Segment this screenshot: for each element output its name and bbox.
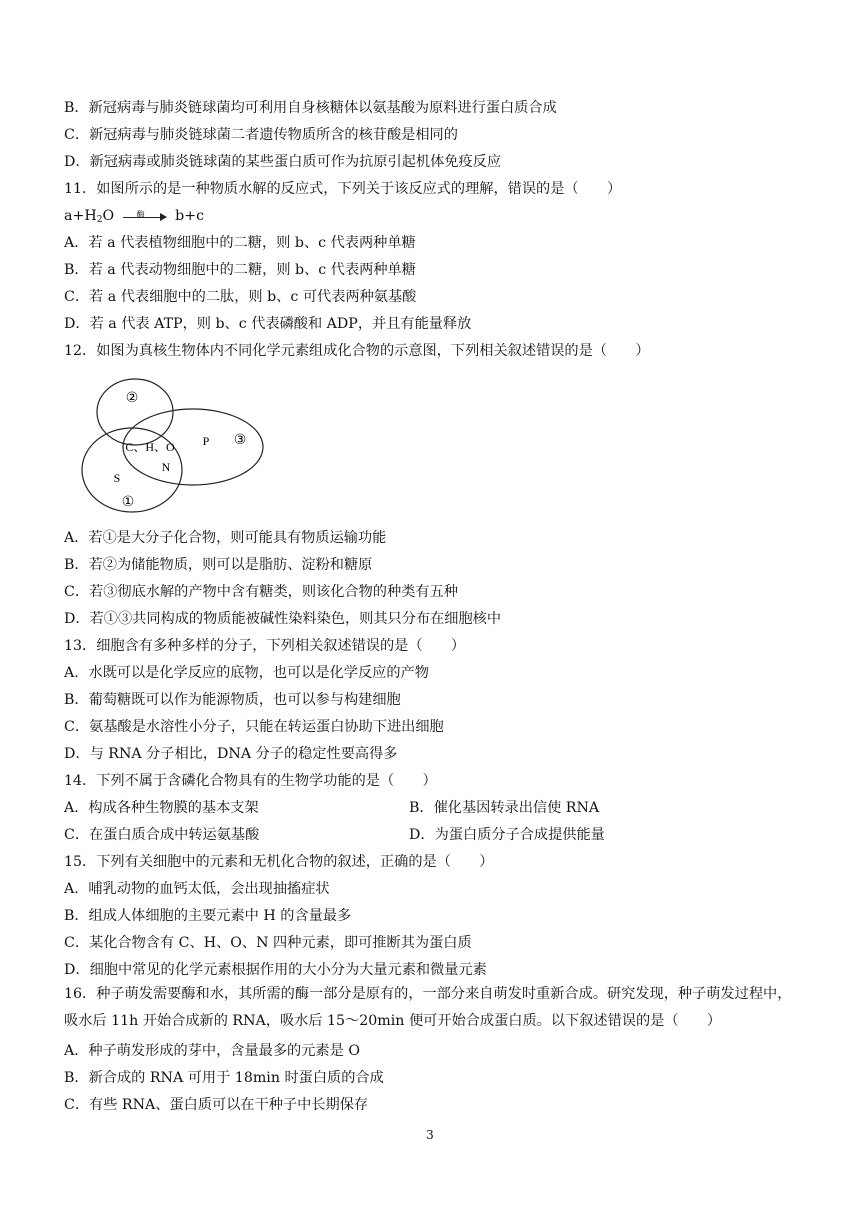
equation-right: b+c: [175, 208, 205, 224]
q12-option-b: B．若②为储能物质，则可以是脂肪、淀粉和糖原: [64, 557, 373, 573]
q11-stem: 11．如图所示的是一种物质水解的反应式，下列关于该反应式的理解，错误的是（ ）: [64, 181, 622, 197]
equation-subscript: 2: [96, 215, 103, 225]
q15-option-d: D．细胞中常见的化学元素根据作用的大小分为大量元素和微量元素: [64, 962, 487, 978]
q11-option-a: A．若 a 代表植物细胞中的二糖，则 b、c 代表两种单糖: [64, 235, 416, 251]
q15-option-c: C．某化合物含有 C、H、O、N 四种元素，即可推断其为蛋白质: [64, 935, 472, 951]
q12-option-c: C．若③彻底水解的产物中含有糖类，则该化合物的种类有五种: [64, 584, 458, 600]
q11-equation: [64, 207, 204, 229]
equation-left-o: O: [102, 208, 115, 224]
q12-option-d: D．若①③共同构成的物质能被碱性染料染色，则其只分布在细胞核中: [64, 611, 502, 627]
q14-row-2: [64, 826, 605, 844]
q16-option-c: C．有些 RNA、蛋白质可以在干种子中长期保存: [64, 1097, 369, 1113]
q13-option-b: B．葡萄糖既可以作为能源物质，也可以参与构建细胞: [64, 692, 401, 708]
q14-option-c: C．在蛋白质合成中转运氨基酸: [64, 827, 260, 843]
label-circle-2: ②: [125, 390, 139, 406]
q12-stem: 12．如图为真核生物体内不同化学元素组成化合物的示意图，下列相关叙述错误的是（ ）: [64, 343, 650, 359]
q13-option-a: A．水既可以是化学反应的底物，也可以是化学反应的产物: [64, 665, 429, 681]
label-p: P: [202, 434, 210, 448]
circle-2: [97, 379, 173, 445]
q16-option-a: A．种子萌发形成的芽中，含量最多的元素是 O: [64, 1043, 360, 1059]
q15-stem: 15．下列有关细胞中的元素和无机化合物的叙述，正确的是（ ）: [64, 854, 494, 870]
q16-option-b: B．新合成的 RNA 可用于 18min 时蛋白质的合成: [64, 1070, 384, 1086]
label-circle-1: ①: [121, 494, 135, 510]
venn-diagram: [80, 372, 270, 518]
q11-option-c: C．若 a 代表细胞中的二肽，则 b、c 可代表两种氨基酸: [64, 289, 417, 305]
q11-option-b: B．若 a 代表动物细胞中的二糖，则 b、c 代表两种单糖: [64, 262, 416, 278]
q10-option-c: C．新冠病毒与肺炎链球菌二者遗传物质所含的核苷酸是相同的: [64, 127, 458, 143]
q15-option-b: B．组成人体细胞的主要元素中 H 的含量最多: [64, 908, 352, 924]
q13-option-d: D．与 RNA 分子相比，DNA 分子的稳定性要高得多: [64, 746, 398, 762]
q16-stem: 16．种子萌发需要酶和水，其所需的酶一部分是原有的，一部分来自萌发时重新合成。研究发现，种子萌发过程中，吸水后 11h 开始合成新的 RNA，吸水后 15～20min 便可开始合成蛋白质。以下叙述错误的是（ ）: [64, 986, 792, 1029]
q14-stem: 14．下列不属于含磷化合物具有的生物学功能的是（ ）: [64, 773, 437, 789]
label-center-elements: C、H、O: [125, 440, 175, 454]
enzyme-label: 酶: [136, 210, 145, 219]
q13-option-c: C．氨基酸是水溶性小分子，只能在转运蛋白协助下进出细胞: [64, 719, 444, 735]
q14-option-d: D．为蛋白质分子合成提供能量: [409, 827, 605, 843]
q14-row-1: [64, 799, 600, 817]
q11-option-d: D．若 a 代表 ATP，则 b、c 代表磷酸和 ADP，并且有能量释放: [64, 316, 472, 332]
page-number: 3: [426, 1128, 434, 1142]
q15-option-a: A．哺乳动物的血钙太低，会出现抽搐症状: [64, 881, 330, 897]
q10-option-d: D．新冠病毒或肺炎链球菌的某些蛋白质可作为抗原引起机体免疫反应: [64, 154, 502, 170]
q10-option-b: B．新冠病毒与肺炎链球菌均可利用自身核糖体以氨基酸为原料进行蛋白质合成: [64, 100, 557, 116]
q14-option-b: B．催化基因转录出信使 RNA: [409, 800, 600, 816]
q12-option-a: A．若①是大分子化合物，则可能具有物质运输功能: [64, 530, 387, 546]
label-s: S: [113, 471, 121, 485]
q13-stem: 13．细胞含有多种多样的分子，下列相关叙述错误的是（ ）: [64, 638, 466, 654]
label-circle-3: ③: [233, 432, 247, 448]
reaction-arrow-icon: [123, 209, 167, 223]
label-n: N: [161, 460, 171, 474]
equation-left-a: a+H: [64, 208, 97, 224]
q14-option-a: A．构成各种生物膜的基本支架: [64, 800, 259, 816]
